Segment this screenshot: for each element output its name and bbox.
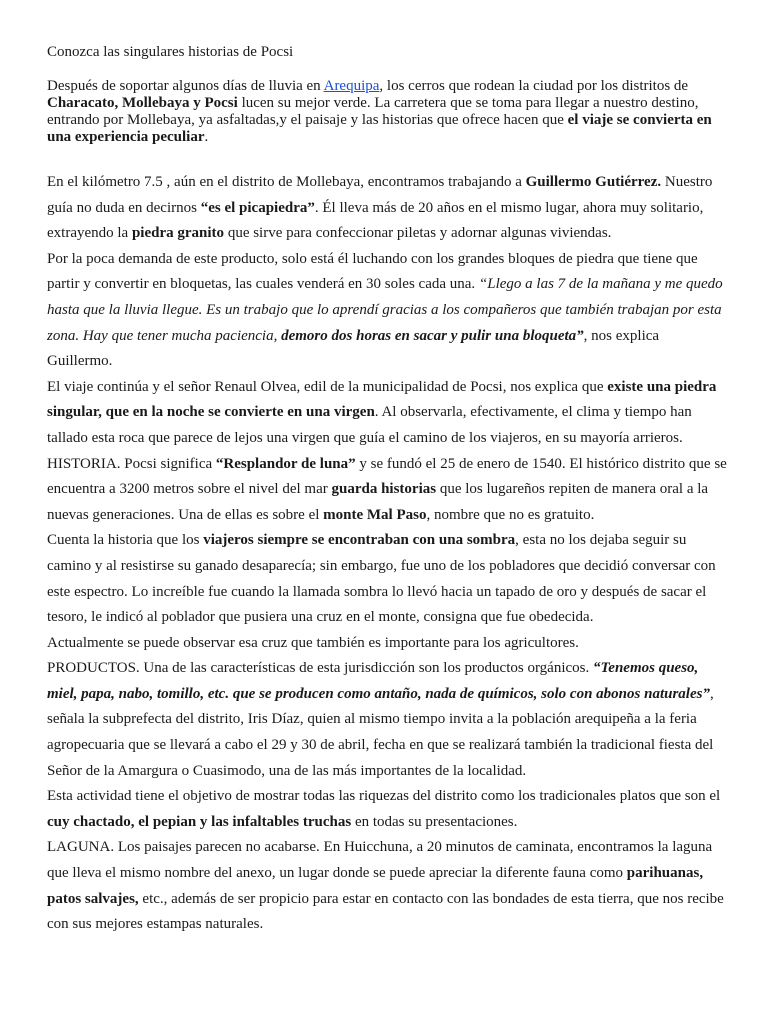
body-bold: parihuanas, patos salvajes,	[47, 865, 704, 907]
body-bold: monte Mal Paso	[323, 506, 427, 523]
intro-paragraph	[47, 78, 727, 146]
body-text: que los lugareños repiten de manera oral a la nuevas generaciones. Una de ellas es sobre el	[47, 481, 709, 523]
intro-text: lucen su mejor verde. La carretera que se toma para llegar a nuestro destino, entrando por Mollebaya, ya asfaltadas,y el paisaje y las historias que ofrece hacen que	[47, 95, 699, 128]
body-text: etc., además de ser propicio para estar en contacto con las bondades de esta tierra, que nos recibe con sus mejores estampas naturales.	[47, 890, 724, 933]
body-text: , señala la subprefecta del distrito, Iris Díaz, quien al mismo tiempo invita a la población arequipeña a la feria agropecuaria que se llevará a cabo el 29 y 30 de abril, fecha en que se realizará también la tradicional fiesta del Señor de la Amargura o Cuasimodo, una de las más importantes de la localidad.	[47, 685, 714, 779]
body-bold-quote: demoro dos horas en sacar y pulir una bloqueta”	[281, 327, 584, 344]
body-text: . Él lleva más de 20 años en el mismo lugar, ahora muy solitario, extrayendo la	[47, 199, 704, 242]
body-bold: guarda historias	[331, 481, 437, 498]
body-quote: “Llego a las 7 de la mañana y me quedo hasta que la lluvia llegue. Es un trabajo que lo aprendí gracias a los compañeros que también trabajan por esta zona. Hay que tener mucha paciencia,	[47, 276, 723, 344]
paragraph-productos	[47, 656, 727, 784]
paragraph-sombra	[47, 528, 727, 630]
article-body	[47, 170, 727, 938]
intro-text: Después de soportar algunos días de lluvia en	[47, 78, 324, 94]
body-text: , nombre que no es gratuito.	[426, 506, 595, 523]
body-text: En el kilómetro 7.5 , aún en el distrito de Mollebaya, encontramos trabajando a	[47, 174, 526, 190]
arequipa-link[interactable]: Arequipa	[323, 78, 380, 94]
body-text: , esta no los dejaba seguir su camino y al resistirse su ganado desaparecía; sin embargo, fue uno de los pobladores que decidió conversar con este espectro. Lo increíble fue cuando la llamada sombra lo llevó hacia un tapado de oro y después de sacar el tesoro, le indicó al poblador que pusiera una cruz en el monte, consigna que fue obedecida.	[47, 532, 716, 626]
intro-text: .	[204, 129, 209, 145]
body-text: El viaje continúa y el señor Renaul Olvea, edil de la municipalidad de Pocsi, nos explica que	[47, 378, 608, 395]
body-text: PRODUCTOS. Una de las características de esta jurisdicción son los productos orgánicos.	[47, 660, 594, 677]
paragraph-actividad	[47, 784, 727, 835]
body-bold: piedra granito	[131, 225, 225, 242]
body-text: , nos explica Guillermo.	[47, 327, 660, 370]
body-text: y se fundó el 25 de enero de 1540. El histórico distrito que se encuentra a 3200 metros sobre el nivel del mar	[47, 455, 727, 498]
body-text: que sirve para confeccionar piletas y adornar algunas viviendas.	[224, 225, 612, 242]
body-text: en todas su presentaciones.	[351, 813, 518, 830]
intro-bold: el viaje se convierta en una experiencia peculiar	[47, 112, 712, 145]
body-text: Nuestro guía no duda en decirnos	[47, 174, 713, 216]
body-bold: viajeros siempre se encontraban con una sombra	[203, 532, 516, 549]
intro-text: , los cerros que rodean la ciudad por los distritos de	[379, 78, 689, 94]
body-text: Por la poca demanda de este producto, solo está él luchando con los grandes bloques de piedra que tiene que partir y convertir en bloquetas, las cuales venderá en 30 soles cada una.	[47, 250, 698, 293]
body-text: Esta actividad tiene el objetivo de mostrar todas las riquezas del distrito como los tradicionales platos que son el	[47, 788, 721, 805]
article-title: Conozca las singulares historias de Pocsi	[47, 44, 294, 60]
paragraph-historia	[47, 375, 727, 529]
body-text: . Al observarla, efectivamente, el clima y tiempo han tallado esta roca que parece de lejos una virgen que guía el camino de los viajeros, en su mayoría arrieros. HISTORIA. Pocsi significa	[47, 404, 692, 472]
body-bold: “es el picapiedra”	[200, 199, 315, 216]
paragraph-bloquetas	[47, 247, 727, 375]
body-bold: Guillermo Gutiérrez.	[525, 174, 662, 190]
body-bold: existe una piedra singular, que en la noche se convierte en una virgen	[47, 378, 717, 421]
paragraph-laguna	[47, 835, 727, 937]
body-text: Cuenta la historia que los	[47, 532, 204, 549]
paragraph-cruz: Actualmente se puede observar esa cruz que también es importante para los agricultores.	[47, 634, 579, 651]
body-bold: cuy chactado, el pepian y las infaltables truchas	[47, 813, 352, 830]
body-text: LAGUNA. Los paisajes parecen no acabarse. En Huicchuna, a 20 minutos de caminata, encontramos la laguna que lleva el mismo nombre del anexo, un lugar donde se puede apreciar la diferente fauna como	[47, 839, 713, 882]
intro-bold: Characato, Mollebaya y Pocsi	[47, 95, 238, 111]
body-bold-quote: “Tenemos queso, miel, papa, nabo, tomillo, etc. que se producen como antaño, nada de químicos, solo con abonos naturales”	[47, 660, 710, 702]
paragraph-picapiedra	[47, 170, 727, 247]
body-bold: “Resplandor de luna”	[215, 455, 356, 472]
